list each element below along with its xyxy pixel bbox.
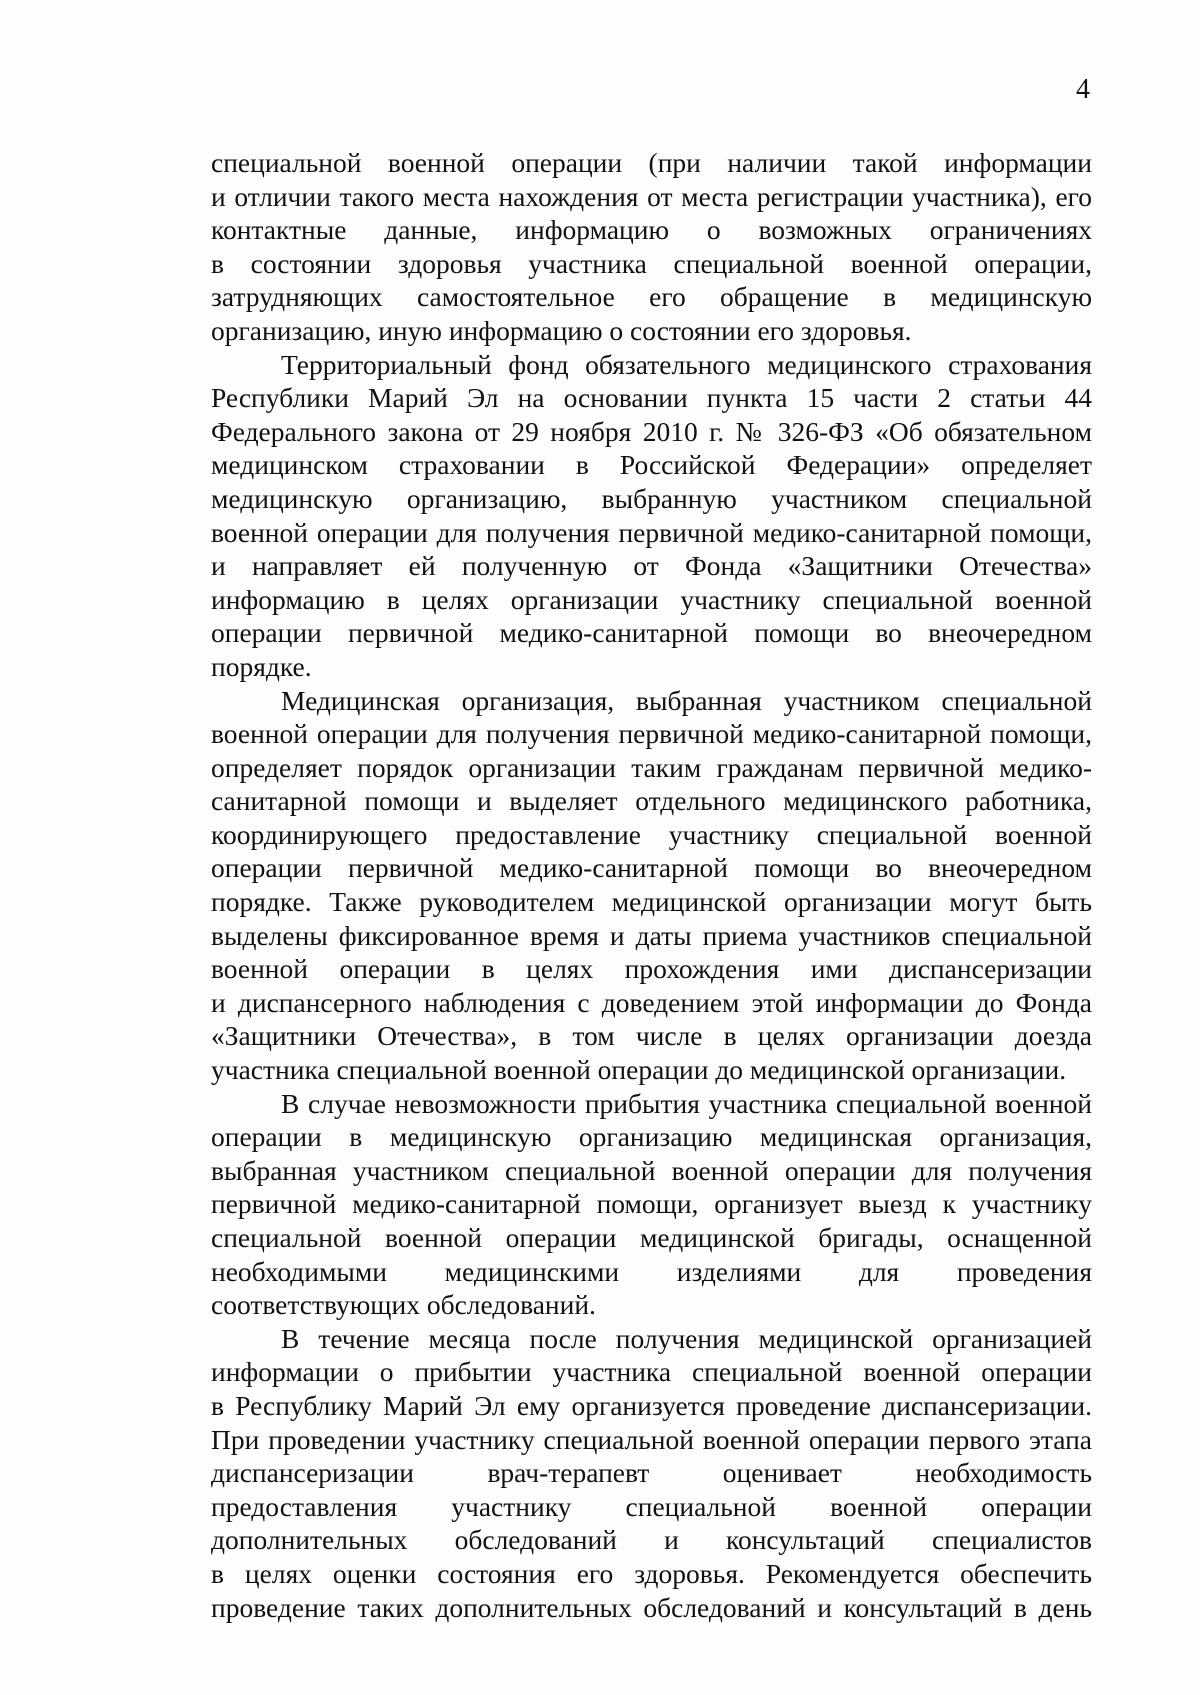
- paragraph: [211, 684, 1092, 1087]
- paragraph: [211, 348, 1092, 684]
- text-line: выделены фиксированное время и даты приема участников специальной: [211, 919, 1092, 951]
- text-line: военной операции для получения первичной медико-санитарной помощи,: [211, 516, 1092, 548]
- text-line: и направляет ей полученную от Фонда «Защитники Отечества»: [211, 550, 1092, 582]
- page-number: 4: [1076, 74, 1090, 105]
- text-line: проведение таких дополнительных обследований и консультаций в день: [211, 1591, 1092, 1623]
- text-line: затрудняющих самостоятельное его обращение в медицинскую: [211, 281, 1092, 313]
- text-line: участника специальной военной операции до медицинской организации.: [211, 1054, 1067, 1086]
- text-line: информации о прибытии участника специальной военной операции: [211, 1356, 1092, 1388]
- text-line: Территориальный фонд обязательного медицинского страхования: [281, 348, 1092, 380]
- text-line: В случае невозможности прибытия участника специальной военной: [281, 1087, 1092, 1119]
- text-line: военной операции для получения первичной медико-санитарной помощи,: [211, 718, 1092, 750]
- text-line: Медицинская организация, выбранная участником специальной: [281, 684, 1092, 716]
- text-line: Республики Марий Эл на основании пункта 15 части 2 статьи 44: [211, 382, 1092, 414]
- text-line: в состоянии здоровья участника специальной военной операции,: [211, 247, 1092, 279]
- text-line: санитарной помощи и выделяет отдельного медицинского работника,: [211, 785, 1092, 817]
- text-line: операции первичной медико-санитарной помощи во внеочередном: [211, 852, 1092, 884]
- text-line: информацию в целях организации участнику специальной военной: [211, 583, 1092, 615]
- text-line: определяет порядок организации таким гражданам первичной медико-: [211, 751, 1092, 783]
- text-line: диспансеризации врач-терапевт оценивает необходимость: [211, 1457, 1092, 1489]
- text-line: соответствующих обследований.: [211, 1289, 596, 1321]
- text-line: операции в медицинскую организацию медицинская организация,: [211, 1121, 1092, 1153]
- text-line: выбранная участником специальной военной операции для получения: [211, 1154, 1092, 1186]
- text-line: и диспансерного наблюдения с доведением этой информации до Фонда: [211, 986, 1092, 1018]
- text-line: военной операции в целях прохождения ими диспансеризации: [211, 953, 1092, 985]
- text-line: При проведении участнику специальной военной операции первого этапа: [211, 1423, 1092, 1455]
- paragraph: [211, 146, 1092, 348]
- text-line: «Защитники Отечества», в том числе в целях организации доезда: [211, 1020, 1092, 1052]
- text-line: необходимыми медицинскими изделиями для проведения: [211, 1255, 1092, 1287]
- text-line: дополнительных обследований и консультаций специалистов: [211, 1524, 1092, 1556]
- text-line: в Республику Марий Эл ему организуется проведение диспансеризации.: [211, 1389, 1092, 1421]
- document-body: [211, 146, 1092, 1624]
- text-line: и отличии такого места нахождения от места регистрации участника), его: [211, 180, 1092, 212]
- paragraph: [211, 1087, 1092, 1322]
- text-line: в целях оценки состояния его здоровья. Рекомендуется обеспечить: [211, 1557, 1092, 1589]
- text-line: операции первичной медико-санитарной помощи во внеочередном: [211, 617, 1092, 649]
- text-line: специальной военной операции медицинской бригады, оснащенной: [211, 1222, 1092, 1253]
- text-line: медицинском страховании в Российской Федерации» определяет: [211, 449, 1092, 481]
- text-line: специальной военной операции (при наличии такой информации: [211, 147, 1092, 178]
- text-line: порядке.: [211, 650, 312, 682]
- text-line: организацию, иную информацию о состоянии его здоровья.: [211, 314, 912, 346]
- paragraph: [211, 1322, 1092, 1624]
- text-line: порядке. Также руководителем медицинской организации могут быть: [211, 886, 1092, 918]
- text-line: контактные данные, информацию о возможных ограничениях: [211, 214, 1092, 246]
- text-line: Федерального закона от 29 ноября 2010 г. № 326-ФЗ «Об обязательном: [211, 415, 1092, 447]
- text-line: медицинскую организацию, выбранную участником специальной: [211, 482, 1092, 514]
- text-line: предоставления участнику специальной военной операции: [211, 1490, 1092, 1522]
- text-line: координирующего предоставление участнику специальной военной: [211, 818, 1092, 850]
- text-line: первичной медико-санитарной помощи, организует выезд к участнику: [211, 1188, 1092, 1220]
- text-line: В течение месяца после получения медицинской организацией: [281, 1322, 1092, 1354]
